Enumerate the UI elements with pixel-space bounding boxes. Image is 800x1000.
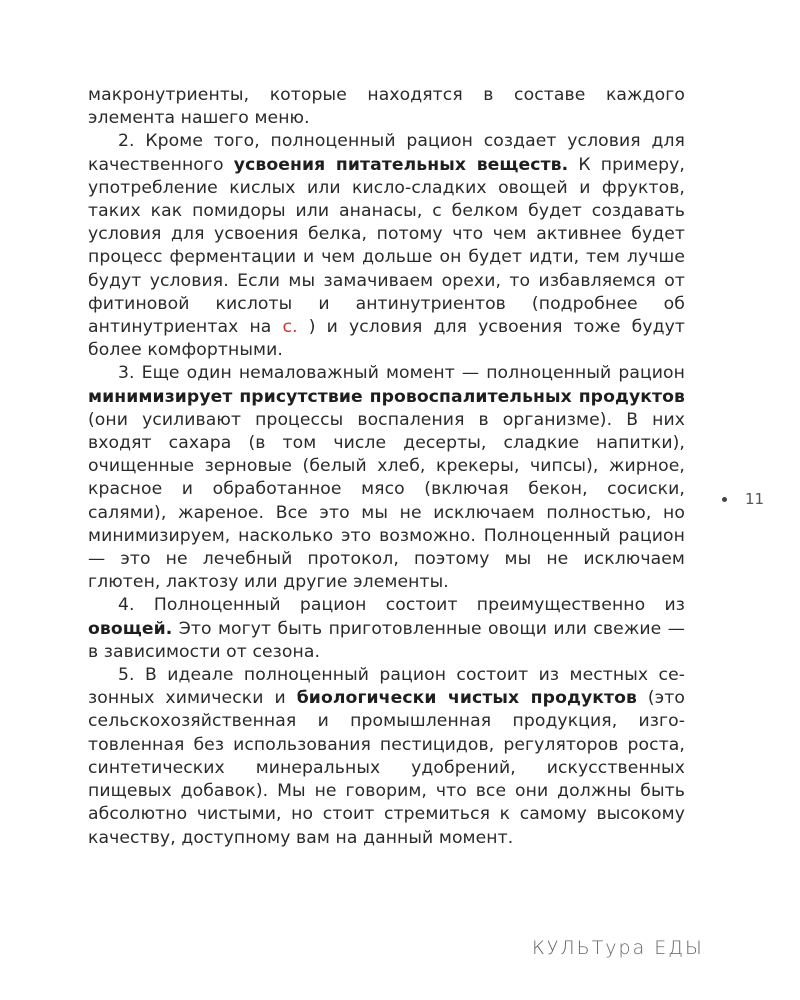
page-body-text xyxy=(88,84,685,850)
paragraph-text: Это могут быть приготовленные овощи или свежие — в зависимости от сезона. xyxy=(88,618,685,662)
paragraph-continuation xyxy=(88,84,685,130)
running-title: КУЛЬТура ЕДЫ xyxy=(532,937,704,959)
page-number-text: 11 xyxy=(745,490,765,508)
page-reference-link[interactable]: с. xyxy=(282,317,298,338)
paragraph-text: ) и условия для усвоения тоже будут более комфортными. xyxy=(88,317,686,361)
paragraph-text: К примеру, употребление кислых или кисло-сладких овощей и фруктов, таких как помидоры или ананасы, с белком будет создавать условия для усвоения белка, потому что чем активнее будет процесс ферментации и чем дольше он будет идти, тем лучше будут условия. Если мы замачиваем орехи, то избавляемся от фитиновой кислоты и антинутриентов (подробнее об антинутриентах на xyxy=(88,154,685,338)
paragraph-item-2 xyxy=(88,130,685,362)
paragraph-item-4 xyxy=(88,594,685,664)
bold-phrase: минимизирует присутствие провоспалительных продуктов xyxy=(88,386,685,407)
paragraph-text: макронутриенты, которые находятся в составе каждого элемента нашего меню. xyxy=(88,85,685,129)
paragraph-text: (это сельскохозяйственная и промышленная продукция, изготовленная без использования пестицидов, регуляторов роста, синтетических минеральных удобрений, искусственных пищевых добавок). Мы не говорим, что все они должны быть абсолютно чистыми, но стоит стремиться к самому высокому качеству, доступному вам на данный момент. xyxy=(88,688,685,848)
paragraph-text: 5. В идеале полноценный рацион состоит из местных сезонных химически и xyxy=(88,665,685,709)
paragraph-text: 3. Еще один немаловажный момент — полноценный рацион xyxy=(118,363,685,384)
paragraph-item-3 xyxy=(88,362,685,594)
paragraph-text: (они усиливают процессы воспаления в организме). В них входят сахара (в том числе десерты, сладкие напитки), очищенные зерновые (белый хлеб, крекеры, чипсы), жирное, красное и обработанное мясо (включая бекон, сосиски, салями), жареное. Все это мы не исключаем полностью, но минимизируем, насколько это возможно. Полноценный рацион — это не лечебный протокол, поэтому мы не исключаем глютен, лактозу или другие элементы. xyxy=(88,409,685,593)
paragraph-text: 4. Полноценный рацион состоит преимущественно из xyxy=(118,595,685,616)
page-number xyxy=(722,490,764,508)
paragraph-item-5 xyxy=(88,664,685,850)
paragraph-text: 2. Кроме того, полноценный рацион создает условия для качественного xyxy=(88,131,685,175)
bold-phrase: овощей. xyxy=(88,618,173,639)
bold-phrase: биологически чистых продуктов xyxy=(296,688,637,709)
bold-phrase: усвоения питательных веществ. xyxy=(233,154,569,175)
bullet-dot-icon xyxy=(722,497,727,502)
